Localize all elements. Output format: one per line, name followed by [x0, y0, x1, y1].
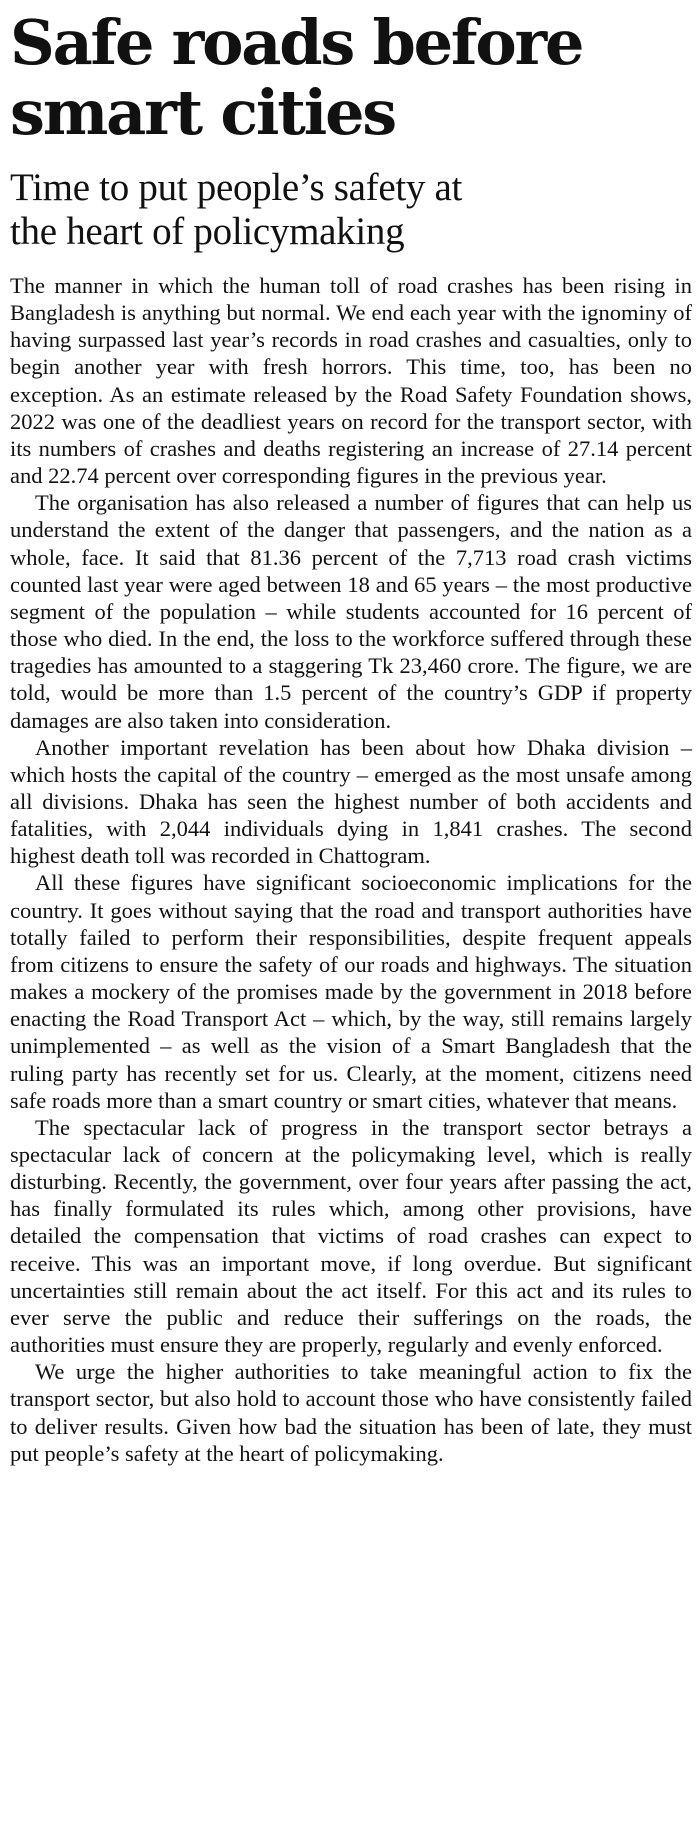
subheadline-line-1: Time to put people’s safety at: [10, 166, 463, 209]
body-paragraph-3: Another important revelation has been about how Dhaka division – which hosts the capital of the country – emerged as the most unsafe among all divisions. Dhaka has seen the highest number of both accidents and fatalities, with 2,044 individuals dying in 1,841 crashes. The second highest death toll was recorded in Chattogram.: [10, 734, 692, 869]
headline-line-2: smart cities: [10, 76, 396, 149]
article-body: [10, 272, 692, 1467]
body-paragraph-1: The manner in which the human toll of road crashes has been rising in Bangladesh is anything but normal. We end each year with the ignominy of having surpassed last year’s records in road crashes and casualties, only to begin another year with fresh horrors. This time, too, has been no exception. As an estimate released by the Road Safety Foundation shows, 2022 was one of the deadliest years on record for the transport sector, with its numbers of crashes and deaths registering an increase of 27.14 percent and 22.74 percent over corresponding figures in the previous year.: [10, 273, 692, 489]
body-paragraph-6: We urge the higher authorities to take meaningful action to fix the transport sector, but also hold to account those who have consistently failed to deliver results. Given how bad the situation has been of late, they must put people’s safety at the heart of policymaking.: [10, 1359, 692, 1466]
subheadline-line-2: the heart of policymaking: [10, 210, 405, 253]
body-paragraph-5: The spectacular lack of progress in the transport sector betrays a spectacular lack of concern at the policymaking level, which is really disturbing. Recently, the government, over four years after passing the act, has finally formulated its rules which, among other provisions, have detailed the compensation that victims of road crashes can expect to receive. This was an important move, if long overdue. But significant uncertainties still remain about the act itself. For this act and its rules to ever serve the public and reduce their sufferings on the roads, the authorities must ensure they are properly, regularly and evenly enforced.: [10, 1114, 692, 1358]
body-paragraph-2: The organisation has also released a number of figures that can help us understand the extent of the danger that passengers, and the nation as a whole, face. It said that 81.36 percent of the 7,713 road crash victims counted last year were aged between 18 and 65 years – the most productive segment of the population – while students accounted for 16 percent of those who died. In the end, the loss to the workforce suffered through these tragedies has amounted to a staggering Tk 23,460 crore. The figure, we are told, would be more than 1.5 percent of the country’s GDP if property damages are also taken into consideration.: [10, 490, 692, 733]
headline: [10, 8, 692, 148]
body-paragraph-4: All these figures have significant socioeconomic implications for the country. It goes without saying that the road and transport authorities have totally failed to perform their responsibilities, despite frequent appeals from citizens to ensure the safety of our roads and highways. The situation makes a mockery of the promises made by the government in 2018 before enacting the Road Transport Act – which, by the way, still remains largely unimplemented – as well as the vision of a Smart Bangladesh that the ruling party has recently set for us. Clearly, at the moment, citizens need safe roads more than a smart country or smart cities, whatever that means.: [10, 870, 692, 1113]
headline-line-1: Safe roads before: [10, 6, 583, 79]
subheadline: [10, 166, 692, 254]
